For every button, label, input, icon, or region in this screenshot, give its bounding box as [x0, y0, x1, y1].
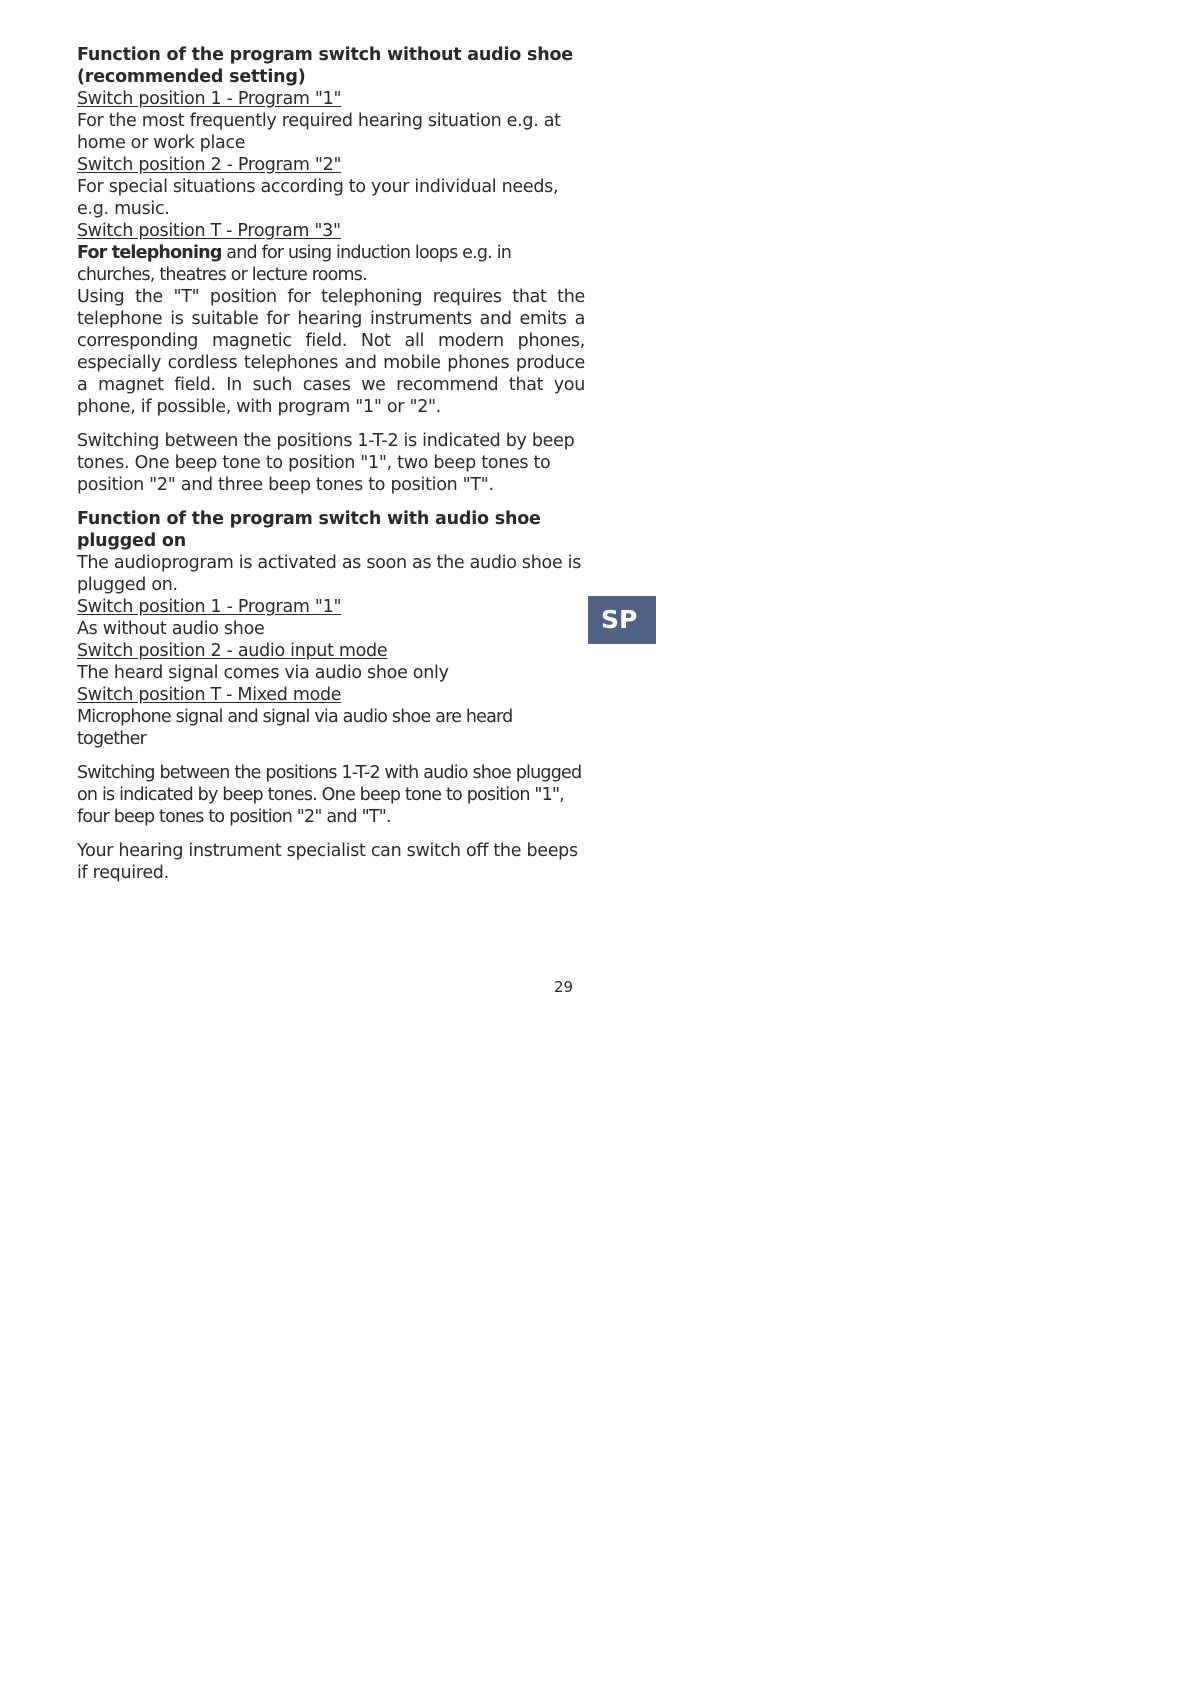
page-number: 29 — [554, 978, 574, 996]
language-tab: SP — [588, 596, 656, 644]
switch-position-2-title: Switch position 2 - Program "2" — [77, 155, 342, 175]
audio-switch-position-2-text: The heard signal comes via audio shoe only — [77, 663, 449, 683]
specialist-note: Your hearing instrument specialist can switch off the beeps if required. — [77, 841, 578, 883]
audio-beep-tones-text: Switching between the positions 1-T-2 with audio shoe plugged on is indicated by beep tones. One beep tone to position "1", four beep tones to position "2" and "T". — [77, 763, 582, 827]
switch-position-t-text — [77, 242, 585, 286]
audio-program-intro: The audioprogram is activated as soon as the audio shoe is plugged on. — [77, 553, 582, 595]
switch-position-2-text: For special situations according to your individual needs, e.g. music. — [77, 177, 559, 219]
switch-position-1-title: Switch position 1 - Program "1" — [77, 89, 342, 109]
audio-switch-position-t-title: Switch position T - Mixed mode — [77, 685, 342, 705]
section-heading-with-audio-shoe: Function of the program switch with audio shoe plugged on — [77, 509, 541, 551]
audio-switch-position-1-text: As without audio shoe — [77, 619, 265, 639]
document-body — [77, 44, 585, 884]
section-heading-without-audio-shoe: Function of the program switch without audio shoe (recommended setting) — [77, 45, 573, 87]
audio-switch-position-1-title: Switch position 1 - Program "1" — [77, 597, 342, 617]
audio-switch-position-t-text: Microphone signal and signal via audio shoe are heard together — [77, 707, 513, 749]
beep-tones-text: Switching between the positions 1-T-2 is indicated by beep tones. One beep tone to position "1", two beep tones to position "2" and three beep tones to position "T". — [77, 431, 575, 495]
telephoning-emphasis: For telephoning — [77, 243, 222, 263]
telephoning-note: Using the "T" position for telephoning requires that the telephone is suitable for hearing instruments and emits a corresponding magnetic field. Not all modern phones, especially cordless telephones and mobile phones produce a magnet field. In such cases we recommend that you phone, if possible, with program "1" or "2". — [77, 287, 585, 417]
audio-switch-position-2-title: Switch position 2 - audio input mode — [77, 641, 388, 661]
switch-position-t-title: Switch position T - Program "3" — [77, 221, 341, 241]
switch-position-1-text: For the most frequently required hearing situation e.g. at home or work place — [77, 111, 561, 153]
telephoning-text: and for using induction loops e.g. in churches, theatres or lecture rooms. — [77, 243, 512, 285]
